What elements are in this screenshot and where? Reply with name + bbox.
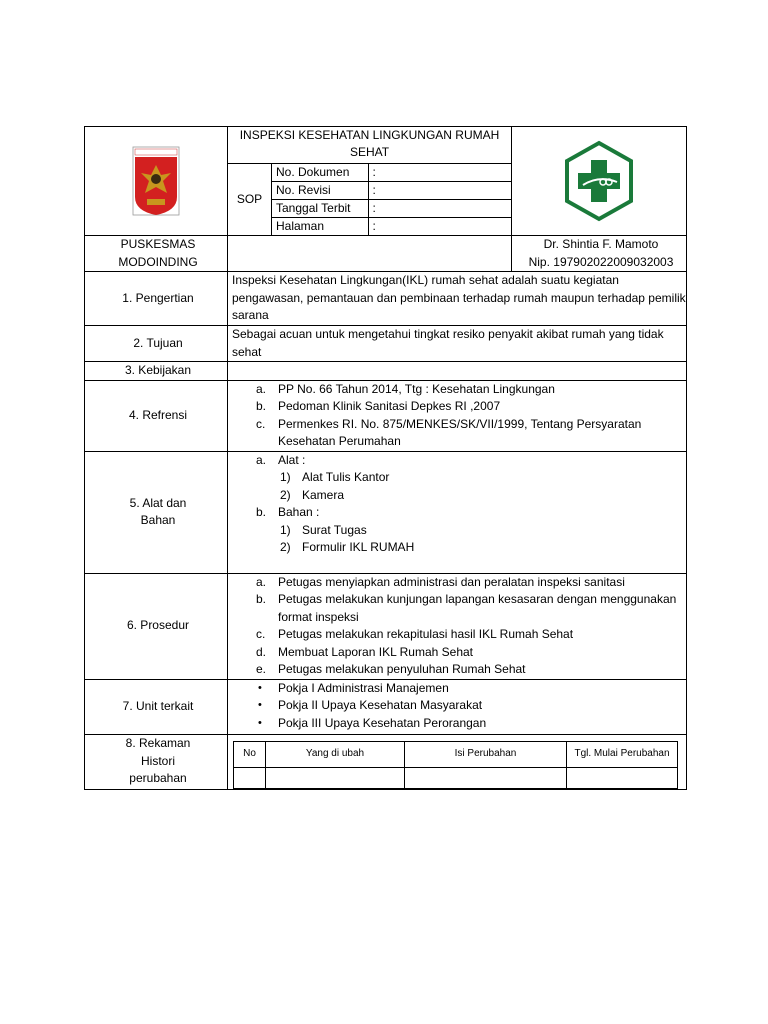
- bahan-sublist: [232, 522, 686, 557]
- pengertian-text: Inspeksi Kesehatan Lingkungan(IKL) rumah sehat adalah suatu kegiatan pengawasan, pemantauan dan pembinaan terhadap rumah maupun terhadap pemilik sarana: [228, 272, 687, 326]
- list-item: d. Membuat Laporan IKL Rumah Sehat: [256, 644, 474, 659]
- emblem-cell: [85, 127, 228, 236]
- list-item: • Pokja III Upaya Kesehatan Perorangan: [258, 715, 487, 730]
- list-item: a. Alat :: [256, 452, 306, 467]
- list-item: b. Petugas melakukan kunjungan lapangan kesasaran dengan menggunakan format inspeksi: [256, 592, 677, 624]
- table-cell: [405, 767, 567, 788]
- institution-line1: PUSKESMAS: [120, 237, 196, 251]
- field-label: No. Revisi: [272, 182, 368, 200]
- table-cell: [567, 767, 678, 788]
- list-item: e. Petugas melakukan penyuluhan Rumah Sehat: [256, 662, 526, 676]
- blank-cell: [228, 236, 512, 272]
- list-item: • Pokja II Upaya Kesehatan Masyarakat: [258, 698, 483, 712]
- list-item: a. PP No. 66 Tahun 2014, Ttg : Kesehatan Lingkungan: [256, 381, 555, 396]
- list-item: c. Petugas melakukan rekapitulasi hasil IKL Rumah Sehat: [256, 627, 574, 641]
- list-item: b. Bahan :: [256, 505, 320, 519]
- logo-cell: [512, 127, 687, 236]
- tujuan-label: 2. Tujuan: [85, 326, 228, 362]
- field-value: :: [368, 182, 511, 200]
- list-item: c. Permenkes RI. No. 875/MENKES/SK/VII/1999, Tentang Persyaratan Kesehatan Perumahan: [256, 416, 642, 448]
- table-cell: [266, 767, 405, 788]
- prosedur-list: [232, 574, 686, 679]
- doc-title-line2: SEHAT: [349, 145, 390, 159]
- pengertian-label: 1. Pengertian: [85, 272, 228, 326]
- field-label: Tanggal Terbit: [272, 200, 368, 218]
- list-item: b. Pedoman Klinik Sanitasi Depkes RI ,2007: [256, 399, 501, 413]
- sop-fields: [272, 164, 511, 235]
- list-item: 1) Alat Tulis Kantor: [280, 470, 390, 484]
- refrensi-label: 4. Refrensi: [85, 380, 228, 451]
- field-value: :: [368, 218, 511, 236]
- puskesmas-logo-icon: [563, 140, 635, 222]
- bahan-list: [232, 504, 686, 522]
- kebijakan-label: 3. Kebijakan: [85, 362, 228, 381]
- sop-label: SOP: [228, 164, 272, 235]
- list-item: a. Petugas menyiapkan administrasi dan peralatan inspeksi sanitasi: [256, 574, 625, 589]
- table-cell: [234, 767, 266, 788]
- alat-sublist: [232, 469, 686, 504]
- institution-line2: MODOINDING: [118, 254, 198, 269]
- unit-label: 7. Unit terkait: [85, 679, 228, 734]
- list-item: 2) Formulir IKL RUMAH: [280, 540, 415, 554]
- prosedur-label: 6. Prosedur: [85, 573, 228, 679]
- column-header: No: [234, 741, 266, 767]
- signer-name: Dr. Shintia F. Mamoto: [543, 237, 659, 251]
- alat-list: [232, 452, 686, 470]
- title-cell: [228, 127, 512, 236]
- field-value: :: [368, 164, 511, 182]
- kebijakan-text: [228, 362, 687, 381]
- list-item: 1) Surat Tugas: [280, 522, 367, 537]
- minahasa-selatan-emblem: [131, 145, 181, 217]
- field-label: Halaman: [272, 218, 368, 236]
- doc-title-line1: INSPEKSI KESEHATAN LINGKUNGAN RUMAH: [239, 128, 500, 142]
- signer-nip: Nip. 197902022009032003: [528, 254, 674, 269]
- list-item: 2) Kamera: [280, 487, 345, 502]
- list-item: • Pokja I Administrasi Manajemen: [258, 680, 449, 695]
- sop-document: [84, 126, 686, 790]
- table-header-row: [234, 741, 678, 767]
- sop-table: [84, 126, 687, 790]
- column-header: Yang di ubah: [266, 741, 405, 767]
- tujuan-text: Sebagai acuan untuk mengetahui tingkat resiko penyakit akibat rumah yang tidak sehat: [228, 326, 687, 362]
- column-header: Isi Perubahan: [405, 741, 567, 767]
- history-table: [233, 741, 678, 789]
- refrensi-list: [232, 381, 686, 451]
- signer-cell: [512, 236, 687, 272]
- institution-cell: [85, 236, 228, 272]
- column-header: Tgl. Mulai Perubahan: [567, 741, 678, 767]
- field-value: :: [368, 200, 511, 218]
- unit-list: [232, 680, 686, 733]
- table-row: [234, 767, 678, 788]
- field-label: No. Dokumen: [272, 164, 368, 182]
- alat-label: 5. Alat dan Bahan: [85, 451, 228, 573]
- rekaman-label: 8. Rekaman Histori perubahan: [85, 734, 228, 789]
